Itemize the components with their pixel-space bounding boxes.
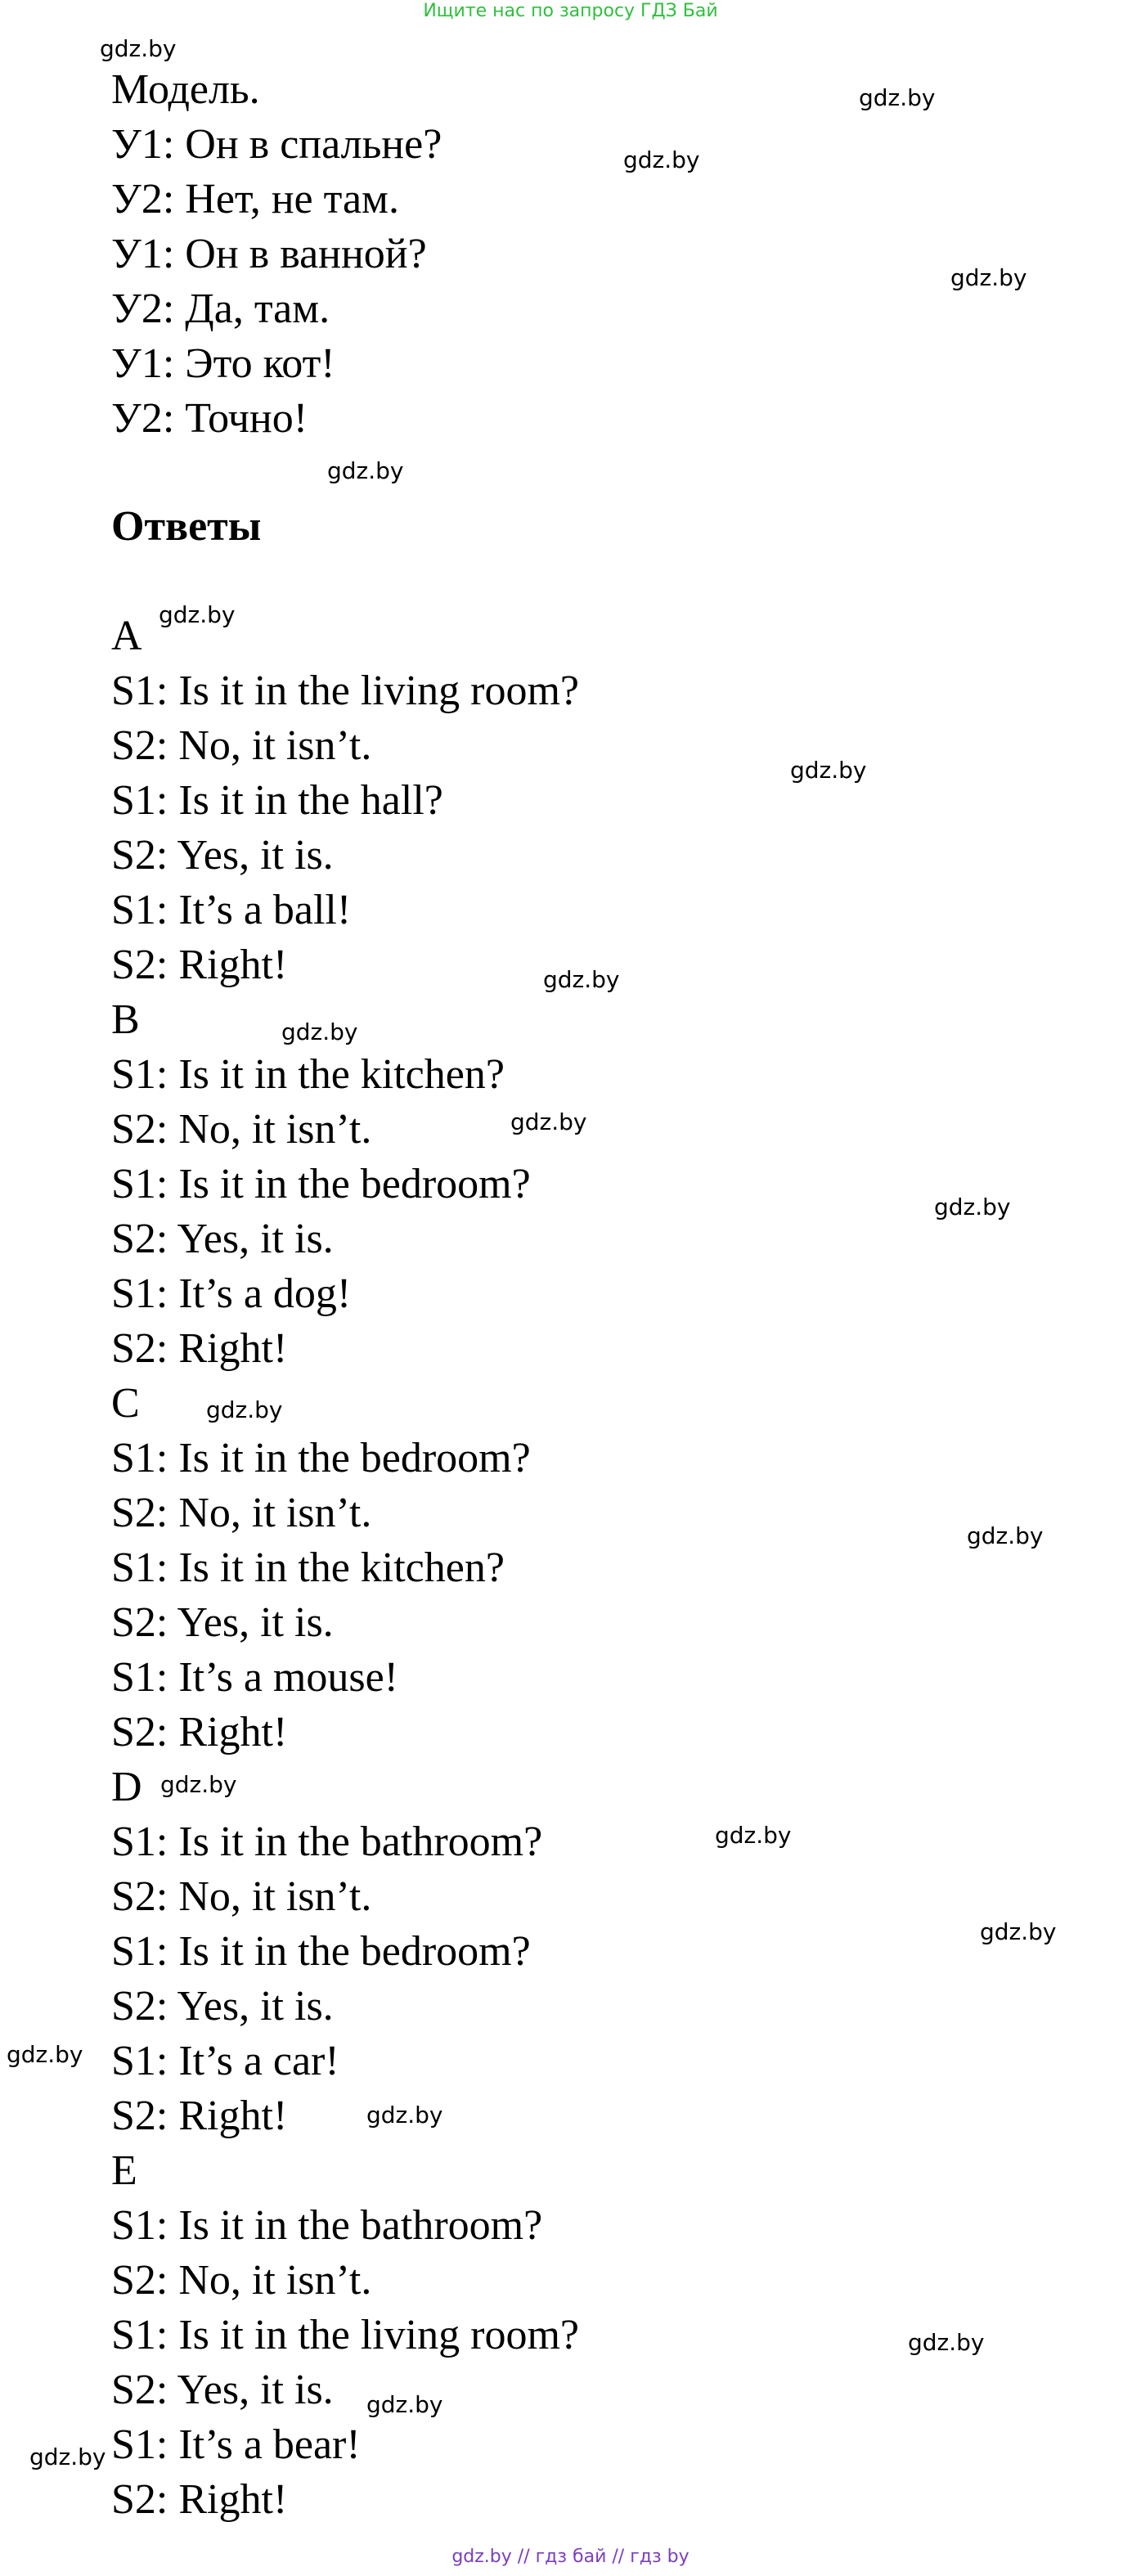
section-letter: E [111, 2147, 137, 2194]
dialog-line: S2: Yes, it is. [111, 1983, 334, 2030]
dialog-line: S2: Yes, it is. [111, 1599, 334, 1646]
section-letter: C [111, 1380, 140, 1427]
model-line: У2: Да, там. [111, 285, 330, 332]
watermark: gdz.by [543, 966, 620, 993]
dialog-line: S2: Right! [111, 1709, 288, 1756]
dialog-line: S2: Yes, it is. [111, 2367, 334, 2413]
answers-heading: Ответы [111, 503, 262, 550]
watermark: gdz.by [100, 35, 177, 62]
dialog-line: S1: It’s a mouse! [111, 1654, 398, 1701]
watermark: gdz.by [908, 2329, 985, 2356]
model-line: У1: Это кот! [111, 340, 335, 387]
watermark: gdz.by [327, 457, 404, 484]
section-letter: D [111, 1764, 142, 1810]
dialog-line: S1: Is it in the bedroom? [111, 1928, 531, 1975]
dialog-line: S2: Yes, it is. [111, 1216, 334, 1262]
dialog-line: S1: Is it in the kitchen? [111, 1051, 505, 1098]
dialog-line: S2: Right! [111, 2476, 288, 2523]
model-line: У2: Точно! [111, 395, 308, 442]
watermark: gdz.by [510, 1108, 587, 1135]
dialog-line: S2: No, it isn’t. [111, 722, 372, 769]
dialog-line: S1: Is it in the hall? [111, 777, 443, 824]
watermark: gdz.by [934, 1194, 1011, 1221]
dialog-line: S1: It’s a ball! [111, 887, 352, 933]
watermark: gdz.by [29, 2443, 106, 2470]
dialog-line: S2: Right! [111, 942, 288, 988]
dialog-line: S1: It’s a dog! [111, 1270, 352, 1317]
watermark: gdz.by [7, 2041, 83, 2068]
dialog-line: S2: No, it isn’t. [111, 1106, 372, 1153]
watermark: gdz.by [980, 1918, 1057, 1945]
watermark: gdz.by [623, 146, 700, 173]
model-line: У1: Он в ванной? [111, 231, 427, 277]
dialog-line: S2: Right! [111, 1325, 288, 1372]
footer: gdz.by // гдз бай // гдз by [451, 2547, 690, 2567]
dialog-line: S1: It’s a car! [111, 2038, 339, 2084]
dialog-line: S1: Is it in the bedroom? [111, 1435, 531, 1481]
watermark: gdz.by [366, 2391, 443, 2418]
watermark: gdz.by [950, 264, 1027, 291]
watermark: gdz.by [206, 1396, 283, 1423]
dialog-line: S2: No, it isn’t. [111, 2257, 372, 2304]
watermark: gdz.by [790, 757, 867, 784]
model-line: Модель. [111, 66, 260, 113]
model-line: У1: Он в спальне? [111, 121, 442, 168]
dialog-line: S2: No, it isn’t. [111, 1490, 372, 1536]
watermark: gdz.by [281, 1018, 358, 1045]
watermark: gdz.by [715, 1822, 792, 1849]
dialog-line: S1: Is it in the kitchen? [111, 1544, 505, 1591]
dialog-line: S2: Right! [111, 2093, 288, 2139]
dialog-line: S1: Is it in the bathroom? [111, 1818, 543, 1865]
section-letter: A [111, 613, 142, 659]
watermark: gdz.by [967, 1522, 1044, 1549]
dialog-line: S1: Is it in the bathroom? [111, 2202, 543, 2249]
dialog-line: S1: Is it in the living room? [111, 2312, 579, 2358]
dialog-line: S1: Is it in the living room? [111, 668, 579, 714]
watermark: gdz.by [859, 84, 936, 111]
section-letter: B [111, 996, 140, 1043]
dialog-line: S2: No, it isn’t. [111, 1873, 372, 1920]
dialog-line: S1: Is it in the bedroom? [111, 1161, 531, 1207]
watermark: gdz.by [159, 601, 236, 628]
watermark: gdz.by [366, 2102, 443, 2129]
top-banner: Ищите нас по запросу ГДЗ Бай [423, 1, 718, 21]
model-line: У2: Нет, не там. [111, 176, 399, 223]
watermark: gdz.by [160, 1771, 237, 1798]
dialog-line: S2: Yes, it is. [111, 832, 334, 879]
dialog-line: S1: It’s a bear! [111, 2421, 361, 2468]
